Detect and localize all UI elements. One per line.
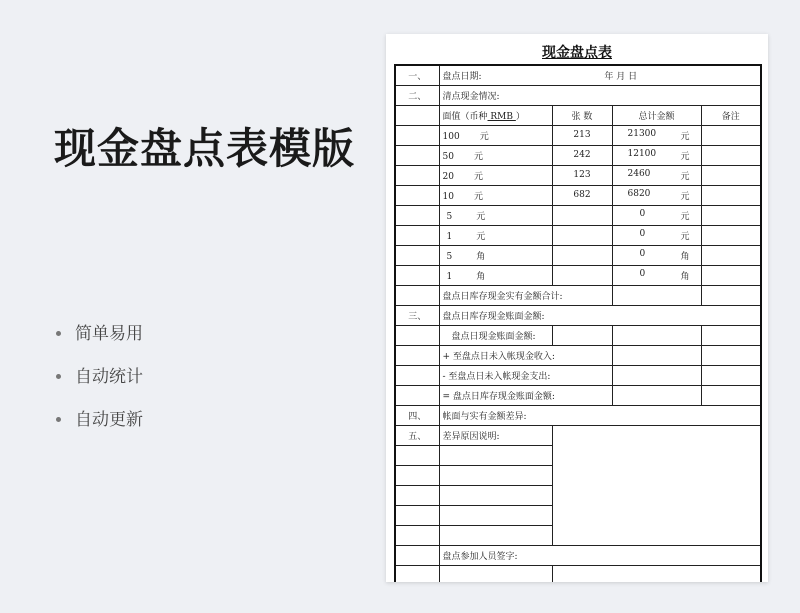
count-cell: 242: [552, 145, 612, 165]
total-cell: 12100 元: [612, 145, 701, 165]
denomination-cell: 1 角: [439, 265, 552, 285]
denomination-cell: 5 元: [439, 205, 552, 225]
section-number: 一、: [395, 65, 439, 85]
total-cell: 6820 元: [612, 185, 701, 205]
count-header: 张 数: [552, 105, 612, 125]
actual-total-label: 盘点日库存现金实有金额合计:: [439, 285, 612, 305]
total-cell: 0 元: [612, 225, 701, 245]
page-headline: 现金盘点表模版: [54, 124, 356, 173]
note-cell: [701, 225, 761, 245]
note-cell: [701, 145, 761, 165]
feature-item: [56, 312, 143, 355]
table-row: [395, 245, 761, 265]
count-cell: [552, 265, 612, 285]
feature-list: [56, 312, 143, 441]
count-cell: [552, 245, 612, 265]
note-cell: [701, 245, 761, 265]
feature-label: 简单易用: [75, 323, 143, 344]
denomination-cell: 5 角: [439, 245, 552, 265]
section-label: 盘点日库存现金账面金额:: [439, 305, 761, 325]
bullet-icon: [56, 417, 61, 422]
feature-item: [56, 398, 143, 441]
table-row: [395, 545, 761, 565]
table-row: [395, 385, 761, 405]
cash-count-sheet: [386, 34, 768, 582]
denomination-header: 面值（币种 RMB ）: [439, 105, 552, 125]
section-number: 四、: [395, 405, 439, 425]
table-row: [395, 365, 761, 385]
table-row: [395, 65, 761, 85]
feature-label: 自动统计: [75, 366, 143, 387]
total-cell: 2460 元: [612, 165, 701, 185]
total-cell: 0 元: [612, 205, 701, 225]
note-cell: [701, 185, 761, 205]
count-cell: 682: [552, 185, 612, 205]
table-row: [395, 185, 761, 205]
denomination-cell: 20 元: [439, 165, 552, 185]
total-cell: 0 角: [612, 245, 701, 265]
count-cell: [552, 225, 612, 245]
book-balance-value: [612, 385, 701, 405]
actual-total-value: [612, 285, 701, 305]
table-row: [395, 285, 761, 305]
count-cell: 123: [552, 165, 612, 185]
feature-label: 自动更新: [75, 409, 143, 430]
table-row: [395, 345, 761, 365]
count-cell: [552, 205, 612, 225]
unrecorded-income-value: [612, 345, 701, 365]
note-cell: [701, 205, 761, 225]
table-row: [395, 165, 761, 185]
note-cell: [701, 265, 761, 285]
count-cell: 213: [552, 125, 612, 145]
unrecorded-income-label: + 至盘点日未入帐现金收入:: [439, 345, 612, 365]
denomination-cell: 50 元: [439, 145, 552, 165]
unrecorded-expense-label: - 至盘点日未入帐现金支出:: [439, 365, 612, 385]
table-row: [395, 205, 761, 225]
table-row: [395, 225, 761, 245]
cash-count-table: [394, 64, 762, 582]
unrecorded-expense-value: [612, 365, 701, 385]
table-row: [395, 565, 761, 582]
count-date-cell: [439, 65, 761, 85]
currency-value: RMB: [487, 111, 516, 122]
table-row: [395, 145, 761, 165]
table-row: [395, 265, 761, 285]
sheet-title: 现金盘点表: [542, 45, 612, 61]
section-label: 差异原因说明:: [439, 425, 552, 445]
feature-item: [56, 355, 143, 398]
bullet-icon: [56, 331, 61, 336]
signature-label: 盘点参加人员签字:: [439, 545, 761, 565]
book-amount-value: [552, 325, 612, 345]
section-number: 二、: [395, 85, 439, 105]
section-number: 三、: [395, 305, 439, 325]
table-row: [395, 425, 761, 445]
note-cell: [701, 165, 761, 185]
note-cell: [701, 125, 761, 145]
count-date-label: 盘点日期:: [442, 71, 482, 82]
difference-explanation-box: [552, 425, 761, 545]
count-date-value: 年 月 日: [604, 71, 638, 82]
denomination-cell: 100 元: [439, 125, 552, 145]
book-balance-label: = 盘点日库存现金账面金额:: [439, 385, 612, 405]
book-amount-label: 盘点日现金账面金额:: [439, 325, 552, 345]
total-header: 总计金额: [612, 105, 701, 125]
denomination-cell: 1 元: [439, 225, 552, 245]
table-row: [395, 85, 761, 105]
total-cell: 0 角: [612, 265, 701, 285]
table-row: [395, 305, 761, 325]
table-row: [395, 125, 761, 145]
note-header: 备注: [701, 105, 761, 125]
table-header-row: [395, 105, 761, 125]
table-row: [395, 405, 761, 425]
section-label: 清点现金情况:: [439, 85, 761, 105]
bullet-icon: [56, 374, 61, 379]
section-label: 帐面与实有金额差异:: [439, 405, 761, 425]
total-cell: 21300 元: [612, 125, 701, 145]
denomination-cell: 10 元: [439, 185, 552, 205]
table-row: [395, 325, 761, 345]
section-number: 五、: [395, 425, 439, 445]
